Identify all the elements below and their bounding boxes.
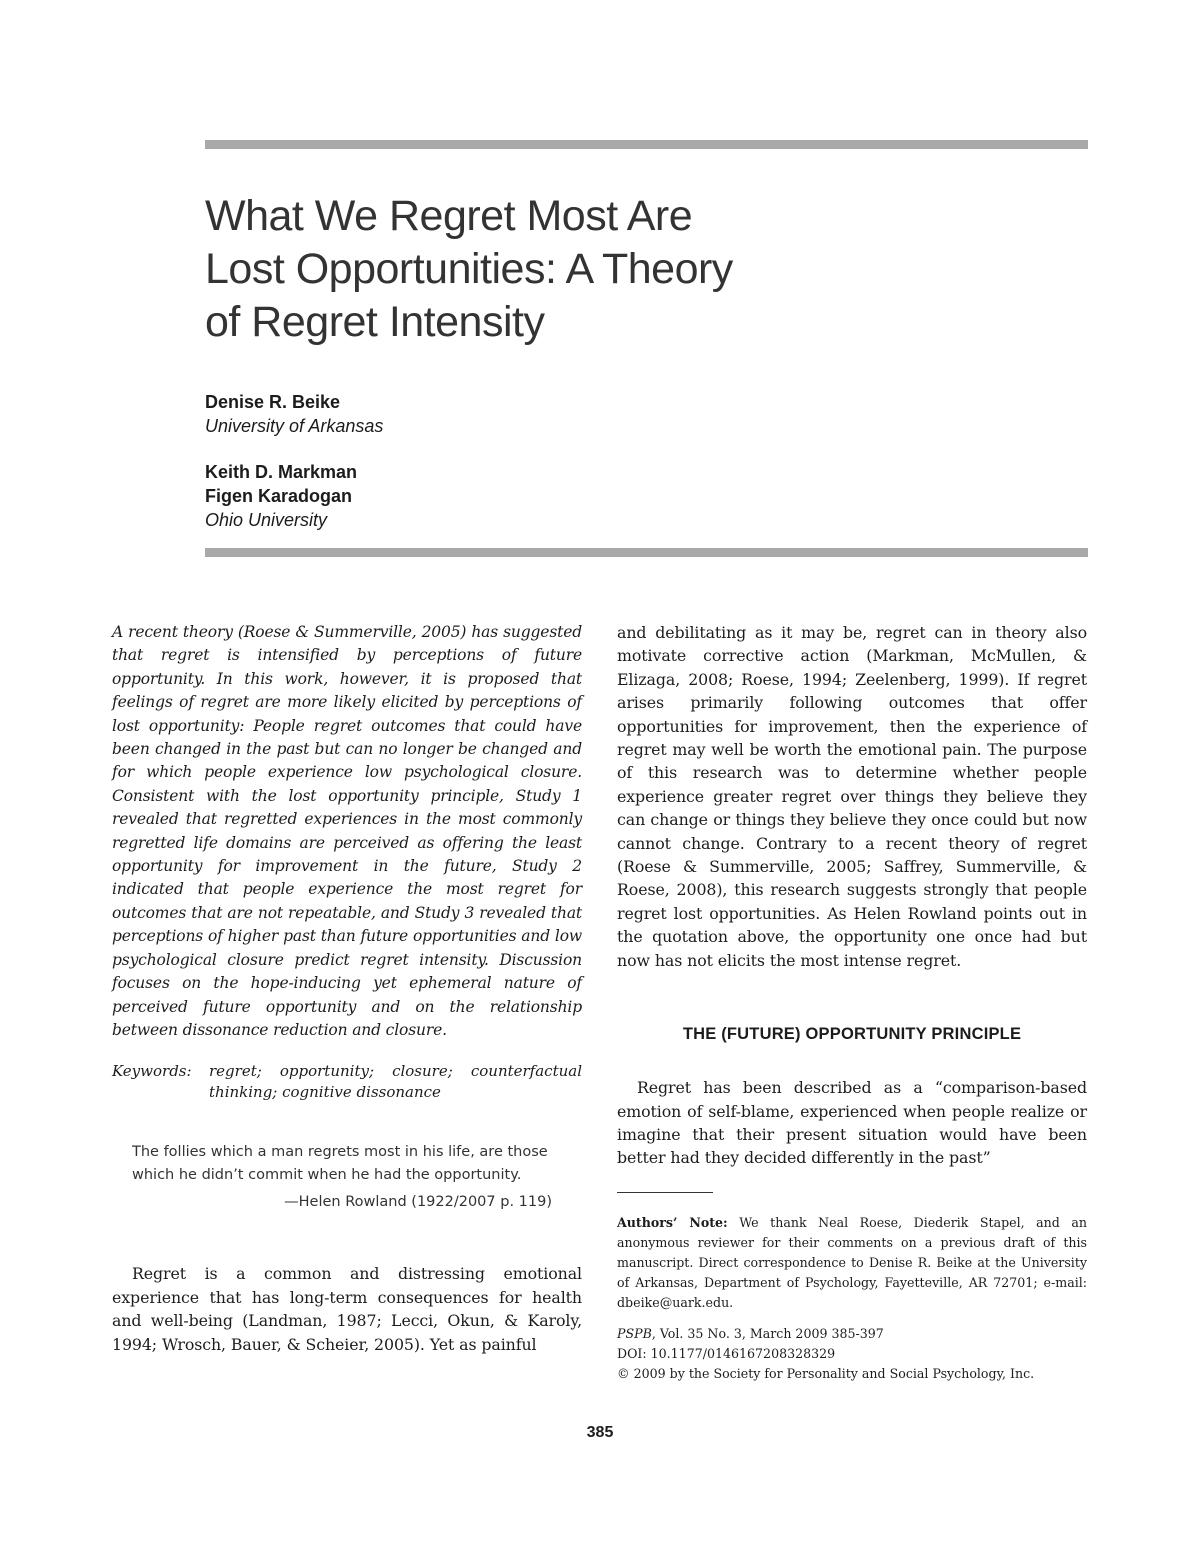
intro-paragraph: Regret is a common and distressing emotional experience that has long-term consequences for health and well-being (Landman, 1987; Lecci, Okun, & Karoly, 1994; Wrosch, Bauer, & Scheier, 2005). Yet as painful: [112, 1264, 582, 1354]
intro-paragraph-continued: and debilitating as it may be, regret can in theory also motivate corrective action (Markman, McMullen, & Elizaga, 2008; Roese, 1994; Zeelenberg, 1999). If regret arises primarily following outcomes that offer opportunities for improvement, then the experience of regret may well be worth the emotional pain. The purpose of this research was to determine whether people experience greater regret over things they believe they can change or things they believe they once could but now cannot change. Contrary to a recent theory of regret (Roese & Summerville, 2005; Saffrey, Summerville, & Roese, 2008), this research suggests strongly that people regret lost opportunities. As Helen Rowland points out in the quotation above, the opportunity one once had but now has not elicits the most intense regret.: [617, 623, 1087, 970]
authors-note-text: We thank Neal Roese, Diederik Stapel, and an anonymous reviewer for their comments on a previous draft of this manuscript. Direct correspondence to Denise R. Beike at the University of Arkansas, Department of Psychology, Fayetteville, AR 72701; e-mail: dbeike@uark.edu.: [617, 1214, 1087, 1310]
right-column: [617, 621, 1087, 1384]
author-group: [205, 390, 383, 438]
epigraph-quote: The follies which a man regrets most in his life, are those which he didn’t commit when he had the opportunity.: [132, 1144, 548, 1184]
journal-abbrev: PSPB: [617, 1325, 652, 1341]
author-affiliation: Ohio University: [205, 510, 328, 530]
authors-note: [617, 1213, 1087, 1313]
title-line: of Regret Intensity: [205, 298, 545, 346]
authors-note-label: Authors’ Note:: [617, 1214, 728, 1230]
journal-info: [617, 1324, 1087, 1384]
author-name: Denise R. Beike: [205, 392, 341, 412]
epigraph: [132, 1141, 562, 1214]
left-column: [112, 621, 582, 1356]
header-bottom-rule: [205, 548, 1088, 557]
title-line: What We Regret Most Are: [205, 192, 693, 240]
top-rule: [205, 140, 1088, 149]
journal-doi: DOI: 10.1177/0146167208328329: [617, 1345, 836, 1361]
article-title: [205, 190, 905, 349]
epigraph-attribution: —Helen Rowland (1922/2007 p. 119): [284, 1194, 552, 1211]
section-paragraph: Regret has been described as a “comparison-based emotion of self-blame, experienced when people realize or imagine that their present situation would have been better had they decided differently in the past”: [617, 1078, 1087, 1168]
keywords-label: Keywords:: [112, 1062, 192, 1081]
author-name: Keith D. Markman: [205, 462, 358, 482]
journal-volume: , Vol. 35 No. 3, March 2009 385-397: [651, 1325, 884, 1341]
journal-citation: [617, 1324, 1087, 1344]
title-line: Lost Opportunities: A Theory: [205, 245, 733, 293]
author-affiliation: University of Arkansas: [205, 416, 384, 436]
abstract: A recent theory (Roese & Summerville, 2005) has suggested that regret is intensified by perceptions of future opportunity. In this work, however, it is proposed that feelings of regret are more likely elicited by perceptions of lost opportunity: People regret outcomes that could have been changed in the past but can no longer be changed and for which people experience low psychological closure. Consistent with the lost opportunity principle, Study 1 revealed that regretted experiences in the most commonly regretted life domains are perceived as offering the least opportunity for improvement in the future, Study 2 indicated that people experience the most regret for outcomes that are not repeatable, and Study 3 revealed that perceptions of higher past than future opportunities and low psychological closure predict regret intensity. Discussion focuses on the hope-inducing yet ephemeral nature of perceived future opportunity and on the relationship between dissonance reduction and closure.: [112, 623, 582, 1039]
journal-copyright: © 2009 by the Society for Personality and Social Psychology, Inc.: [617, 1365, 1035, 1381]
keywords: [112, 1061, 582, 1103]
author-group: [205, 460, 357, 532]
page-number: 385: [586, 1424, 614, 1441]
footnote-rule: [617, 1192, 713, 1193]
section-heading: THE (FUTURE) OPPORTUNITY PRINCIPLE: [682, 1025, 1022, 1044]
keywords-text: regret; opportunity; closure; counterfactual thinking; cognitive dissonance: [209, 1062, 582, 1102]
author-name: Figen Karadogan: [205, 486, 353, 506]
